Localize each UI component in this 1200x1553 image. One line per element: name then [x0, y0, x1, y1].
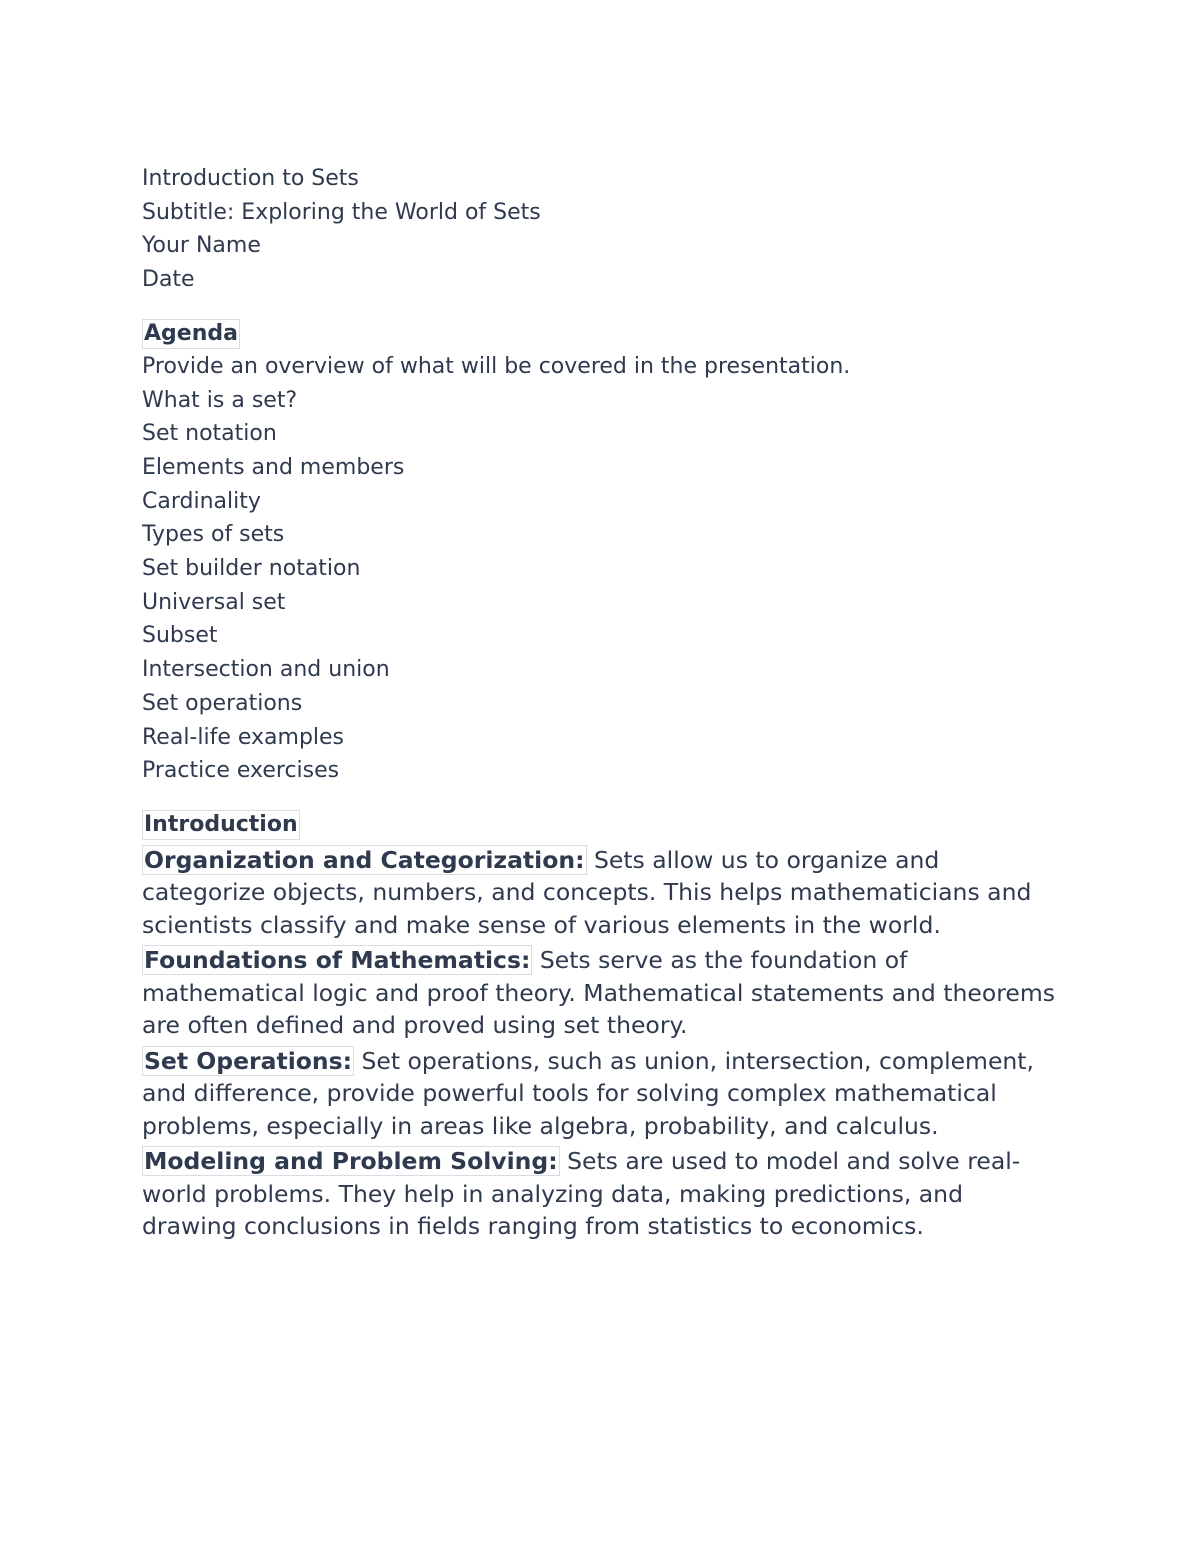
document-subtitle: Subtitle: Exploring the World of Sets [142, 199, 541, 225]
agenda-section [142, 317, 1062, 788]
agenda-item: What is a set? [142, 387, 298, 413]
agenda-item: Universal set [142, 589, 286, 615]
introduction-section [142, 808, 1062, 1243]
intro-paragraph [142, 1045, 1062, 1143]
intro-paragraph [142, 844, 1062, 942]
agenda-item: Intersection and union [142, 657, 390, 683]
paragraph-text: Set operations, such as union, intersection, complement, and difference, provide powerful tools for solving complex mathematical problems, especially in areas like algebra, probability, and calculus. [142, 1046, 1034, 1140]
paragraph-text: Sets serve as the foundation of mathematical logic and proof theory. Mathematical statements and theorems are often defined and proved using set theory. [142, 946, 1055, 1040]
agenda-item: Set notation [142, 421, 277, 447]
intro-paragraph [142, 1145, 1062, 1243]
author-name: Your Name [142, 233, 261, 259]
agenda-item: Set operations [142, 690, 303, 716]
introduction-heading: Introduction [142, 810, 300, 840]
agenda-item: Elements and members [142, 454, 405, 480]
agenda-intro: Provide an overview of what will be covered in the presentation. [142, 353, 851, 379]
agenda-item: Types of sets [142, 522, 285, 548]
paragraph-term: Foundations of Mathematics: [144, 946, 531, 975]
agenda-item: Set builder notation [142, 556, 361, 582]
intro-paragraph [142, 944, 1062, 1042]
agenda-item: Subset [142, 623, 218, 649]
paragraph-text: Sets are used to model and solve real-world problems. They help in analyzing data, making predictions, and drawing conclusions in fields ranging from statistics to economics. [142, 1147, 1021, 1241]
paragraph-text: Sets allow us to organize and categorize objects, numbers, and concepts. This helps mathematicians and scientists classify and make sense of various elements in the world. [142, 845, 1032, 939]
document-page [142, 162, 1062, 1243]
agenda-item: Real-life examples [142, 724, 345, 750]
agenda-item: Practice exercises [142, 758, 340, 784]
title-block [142, 162, 1062, 297]
paragraph-term: Set Operations: [144, 1046, 353, 1075]
paragraph-term: Organization and Categorization: [144, 845, 585, 874]
document-date: Date [142, 267, 195, 293]
agenda-item: Cardinality [142, 488, 261, 514]
document-title: Introduction to Sets [142, 166, 359, 191]
agenda-heading: Agenda [142, 319, 240, 349]
paragraph-term: Modeling and Problem Solving: [144, 1147, 558, 1176]
